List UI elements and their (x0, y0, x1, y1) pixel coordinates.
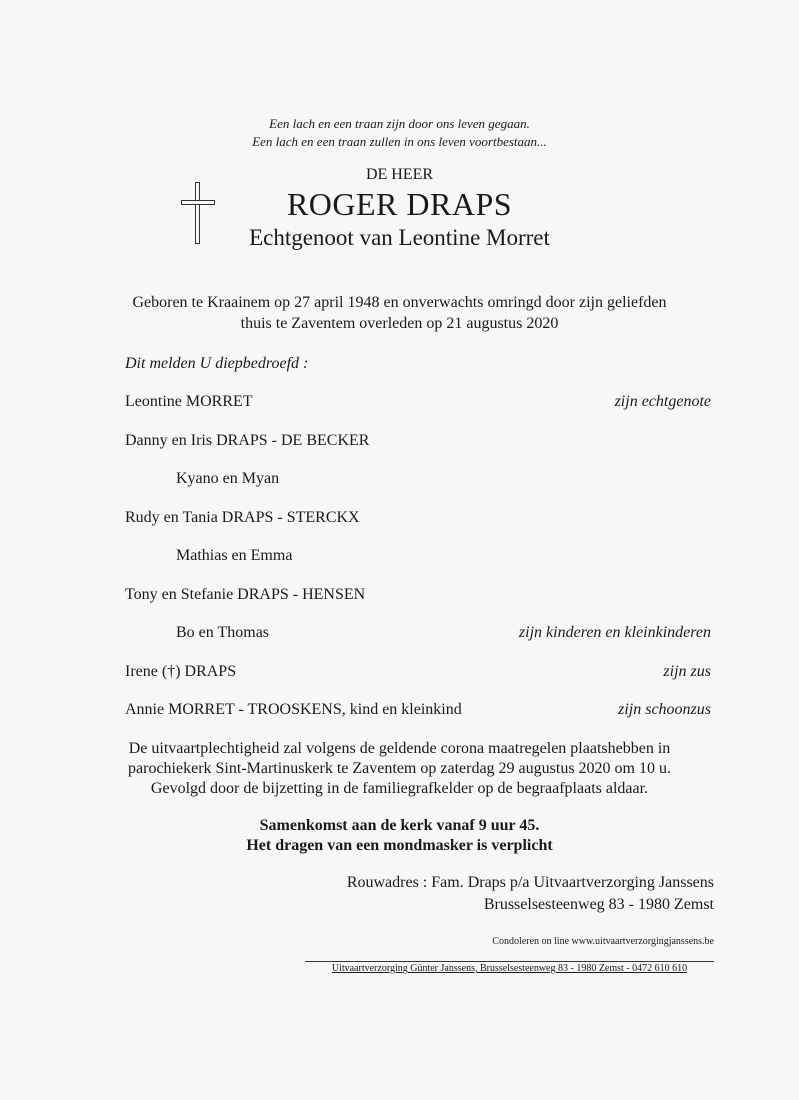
family-member-name: Danny en Iris DRAPS - DE BECKER (125, 432, 370, 449)
family-relation: zijn schoonzus (618, 701, 711, 718)
ceremony-line-1: De uitvaartplechtigheid zal volgens de geldende corona maatregelen plaatshebben in (128, 740, 671, 757)
birth-line-2: thuis te Zaventem overleden op 21 augustus 2020 (240, 315, 559, 332)
footer-text (305, 961, 714, 974)
ceremony-line-3: Gevolgd door de bijzetting in de familiegrafkelder op de begraafplaats aldaar. (150, 780, 649, 797)
family-member-name: Rudy en Tania DRAPS - STERCKX (125, 509, 360, 526)
family-member-name: Kyano en Myan (176, 470, 280, 487)
footer-line: Uitvaartverzorging Günter Janssens, Brusselsesteenweg 83 - 1980 Zemst - 0472 610 610 (331, 963, 688, 974)
family-member-name: Annie MORRET - TROOSKENS, kind en kleinkind (125, 701, 462, 718)
family-member-name: Tony en Stefanie DRAPS - HENSEN (125, 586, 366, 603)
family-member-name: Bo en Thomas (176, 624, 270, 641)
condolence-text: Condoleren on line www.uitvaartverzorgingjanssens.be (492, 936, 714, 947)
birth-line-1: Geboren te Kraainem op 27 april 1948 en onverwachts omringd door zijn geliefden (132, 294, 667, 311)
address-line-1: Rouwadres : Fam. Draps p/a Uitvaartverzorging Janssens (346, 874, 714, 891)
family-relation: zijn zus (663, 663, 711, 680)
family-relation: zijn kinderen en kleinkinderen (518, 624, 711, 641)
address-line-2: Brusselsesteenweg 83 - 1980 Zemst (483, 896, 714, 913)
notice-line-2: Het dragen van een mondmasker is verplicht (246, 837, 553, 854)
family-relation: zijn echtgenote (614, 393, 711, 410)
family-member-name: Leontine MORRET (125, 393, 253, 410)
ceremony-line-2: parochiekerk Sint-Martinuskerk te Zaventem op zaterdag 29 augustus 2020 om 10 u. (128, 760, 671, 777)
motto-line-2: Een lach en een traan zullen in ons leven voortbestaan... (252, 134, 547, 149)
intro-text: Dit melden U diepbedroefd : (125, 355, 309, 372)
notice-line-1: Samenkomst aan de kerk vanaf 9 uur 45. (259, 817, 540, 834)
family-member-name: Irene (†) DRAPS (125, 663, 237, 680)
address-block (347, 872, 714, 916)
motto-line-1: Een lach en een traan zijn door ons leven gegaan. (269, 116, 530, 131)
family-member-name: Mathias en Emma (176, 547, 293, 564)
deceased-name: ROGER DRAPS (286, 186, 513, 222)
title-heer: DE HEER (365, 166, 434, 183)
spouse-line: Echtgenoot van Leontine Morret (249, 225, 550, 250)
